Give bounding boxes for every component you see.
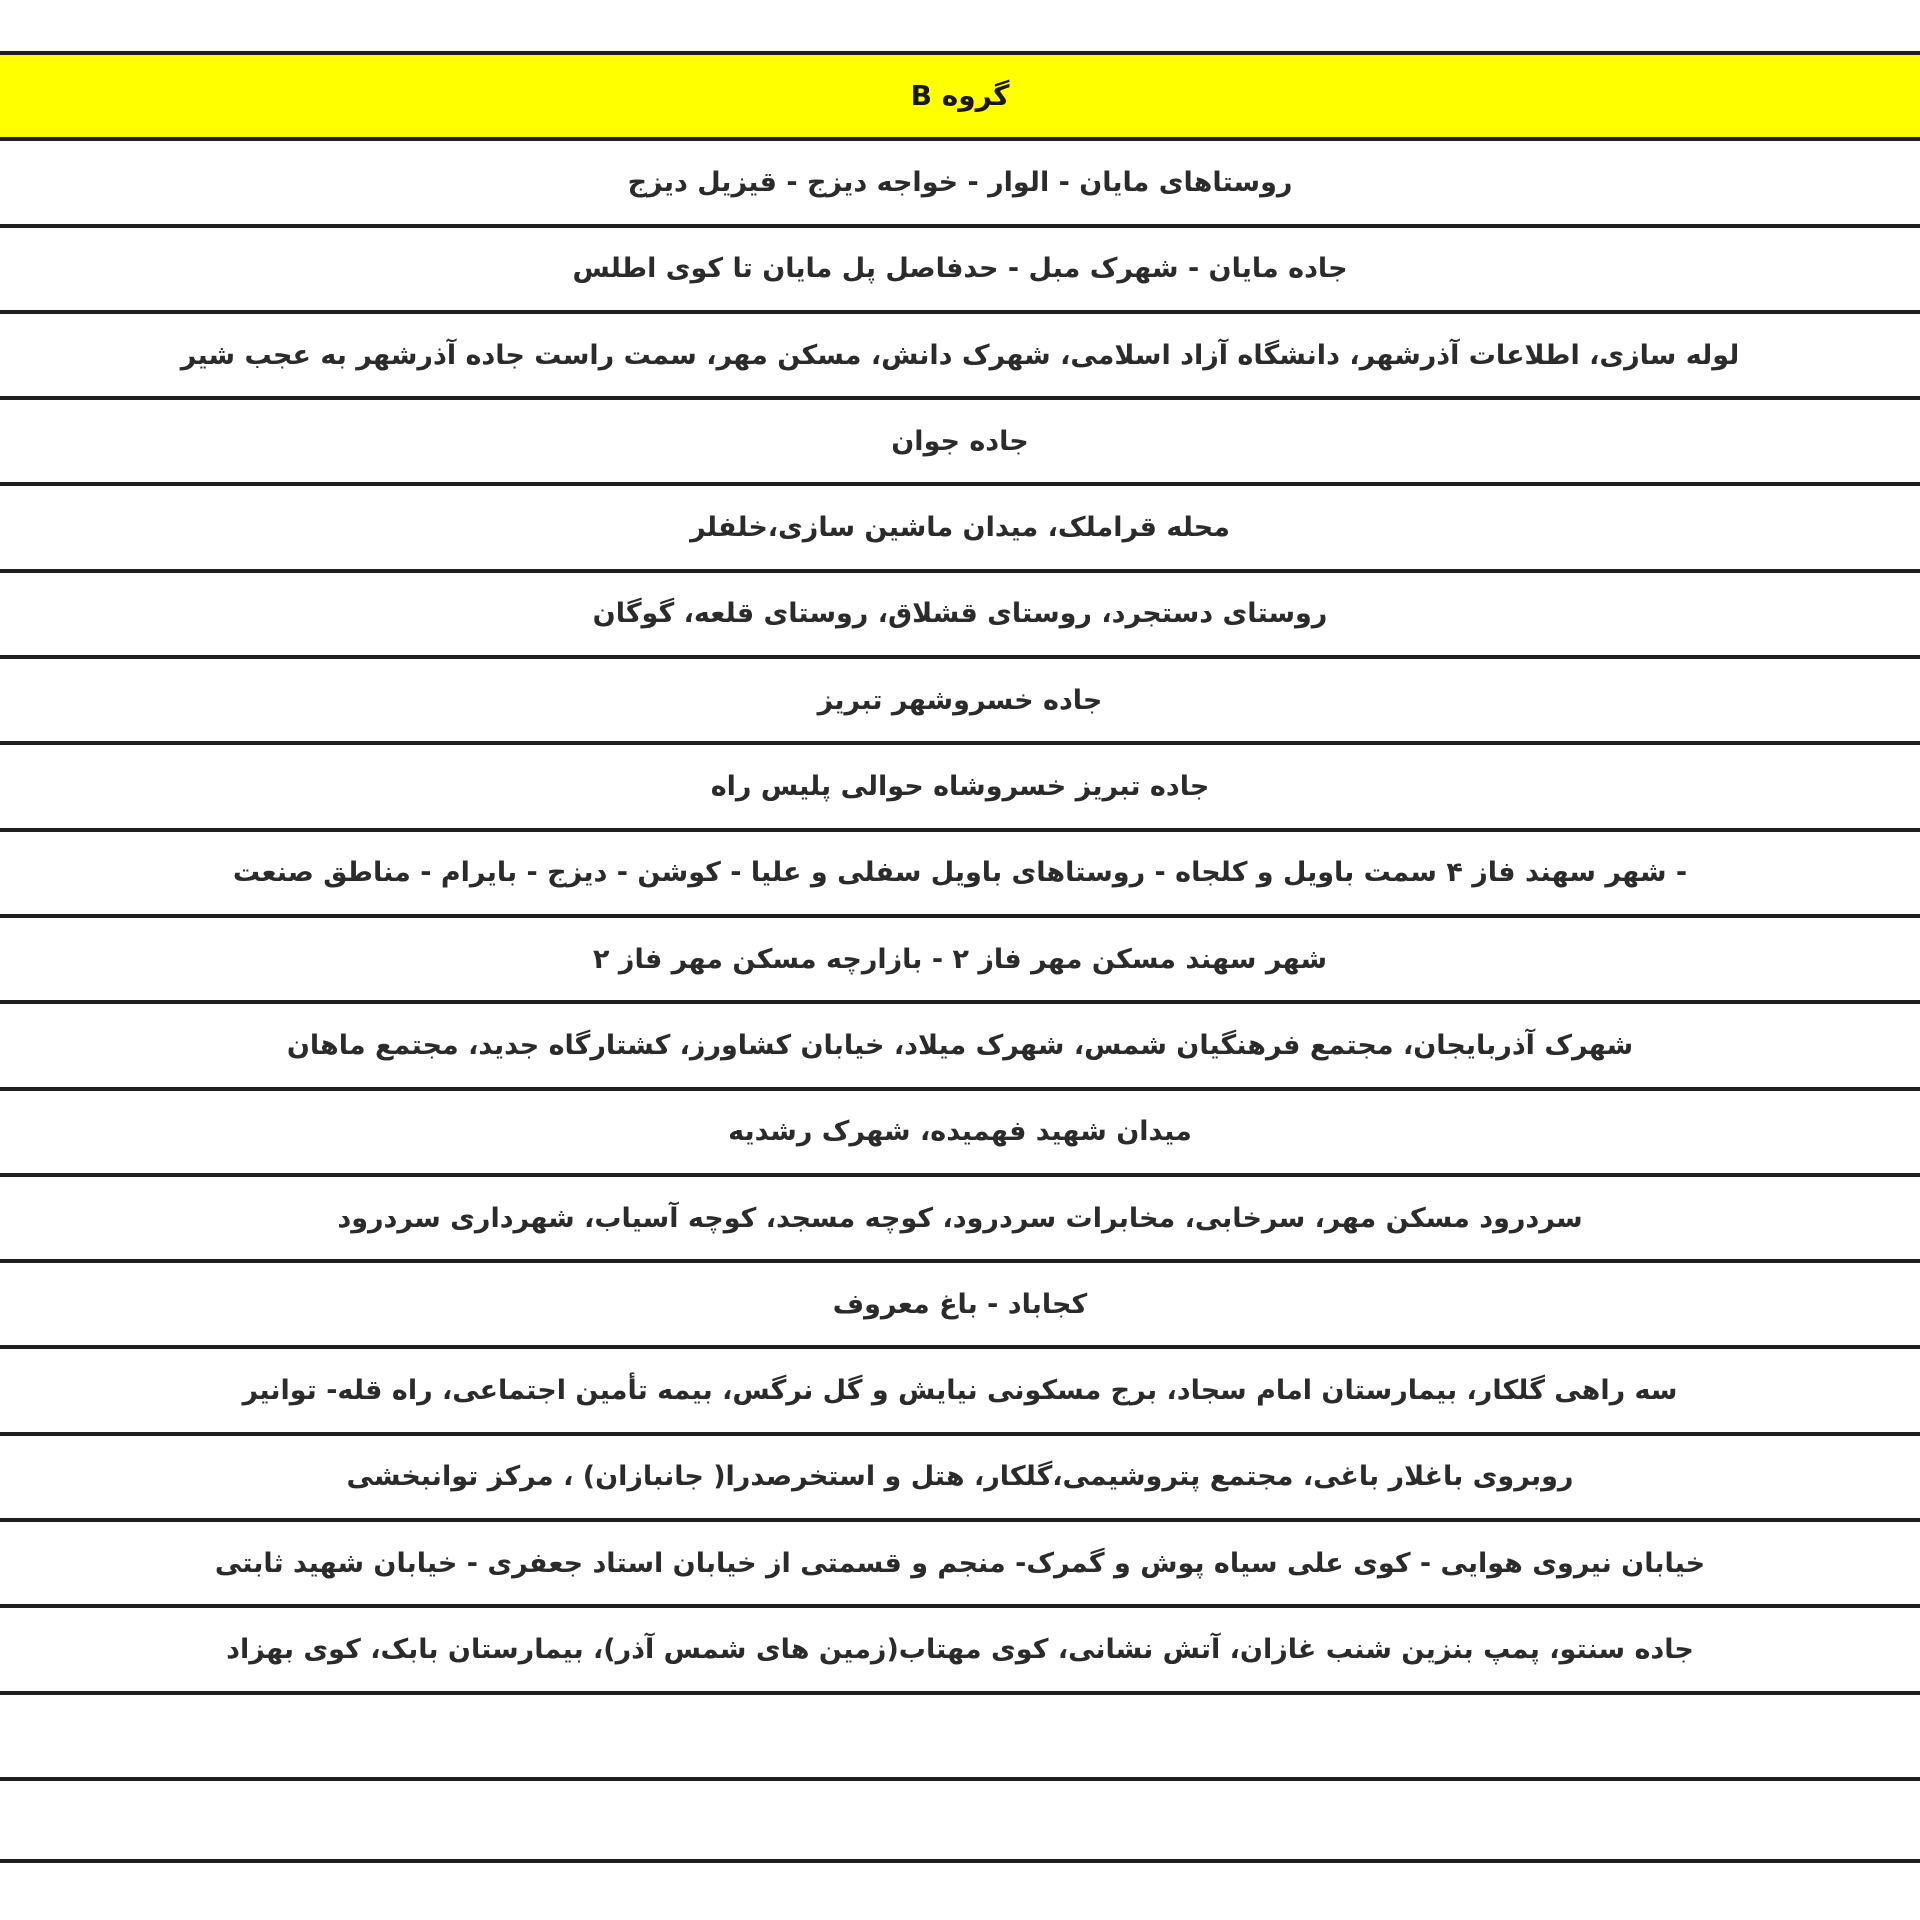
table-row <box>0 224 1920 310</box>
area-cell: محله قراملک، میدان ماشین سازی،خلفلر <box>690 512 1230 544</box>
area-cell: لوله سازی، اطلاعات آذرشهر، دانشگاه آزاد اسلامی، شهرک دانش، مسکن مهر، سمت راست جاده آذرشهر به عجب شیر <box>180 339 1740 371</box>
area-cell: سه راهی گلکار، بیمارستان امام سجاد، برج مسکونی نیایش و گل نرگس، بیمه تأمین اجتماعی، راه قله- توانیر <box>242 1375 1678 1407</box>
area-cell: جاده مایان - شهرک مبل - حدفاصل پل مایان تا کوی اطلس <box>572 253 1348 285</box>
area-cell: جاده تبریز خسروشاه حوالی پلیس راه <box>710 771 1210 803</box>
table-row <box>0 741 1920 827</box>
table-row <box>0 310 1920 396</box>
area-cell: جاده جوان <box>891 425 1029 457</box>
area-cell: روبروی باغلار باغی، مجتمع پتروشیمی،گلکار، هتل و استخرصدرا( جانبازان) ، مرکز توانبخشی <box>346 1461 1574 1493</box>
area-cell: شهرک آذربایجان، مجتمع فرهنگیان شمس، شهرک میلاد، خیابان کشاورز، کشتارگاه جدید، مجتمع ماهان <box>286 1029 1634 1061</box>
outage-table <box>0 51 1920 1863</box>
area-cell: خیابان نیروی هوایی - کوی علی سیاه پوش و گمرک- منجم و قسمتی از خیابان استاد جعفری - خیابان شهید ثابتی <box>214 1547 1706 1579</box>
table-row <box>0 137 1920 223</box>
area-cell: میدان شهید فهمیده، شهرک رشدیه <box>728 1116 1192 1148</box>
table-header-row <box>0 51 1920 137</box>
table-row <box>0 1173 1920 1259</box>
table-row <box>0 482 1920 568</box>
area-cell: روستاهای مایان - الوار - خواجه دیزج - قیزیل دیزج <box>627 166 1293 198</box>
area-cell: کجاباد - باغ معروف <box>832 1288 1088 1320</box>
area-cell: جاده خسروشهر تبریز <box>817 684 1103 716</box>
table-row <box>0 1604 1920 1690</box>
table-row <box>0 1000 1920 1086</box>
area-cell: روستای دستجرد، روستای قشلاق، روستای قلعه، گوگان <box>592 598 1328 630</box>
table-row <box>0 1345 1920 1431</box>
table-row <box>0 828 1920 914</box>
table-row <box>0 1432 1920 1518</box>
table-row <box>0 1691 1920 1777</box>
area-cell: شهر سهند مسکن مهر فاز ۲ - بازارچه مسکن مهر فاز ۲ <box>593 943 1327 975</box>
table-row <box>0 655 1920 741</box>
area-cell: سردرود مسکن مهر، سرخابی، مخابرات سردرود، کوچه مسجد، کوچه آسیاب، شهرداری سردرود <box>337 1202 1583 1234</box>
table-row <box>0 1259 1920 1345</box>
table-row <box>0 914 1920 1000</box>
table-row <box>0 569 1920 655</box>
table-row <box>0 1518 1920 1604</box>
area-cell: - شهر سهند فاز ۴ سمت باویل و کلجاه - روستاهای باویل سفلی و علیا - کوشن - دیزج - بایرام - مناطق صنعت <box>232 857 1688 889</box>
group-title: گروه B <box>910 79 1010 113</box>
table-row <box>0 396 1920 482</box>
table-row <box>0 1777 1920 1863</box>
area-cell: جاده سنتو، پمپ بنزین شنب غازان، آتش نشانی، کوی مهتاب(زمین های شمس آذر)، بیمارستان بابک، کوی بهزاد <box>226 1633 1694 1665</box>
table-row <box>0 1087 1920 1173</box>
